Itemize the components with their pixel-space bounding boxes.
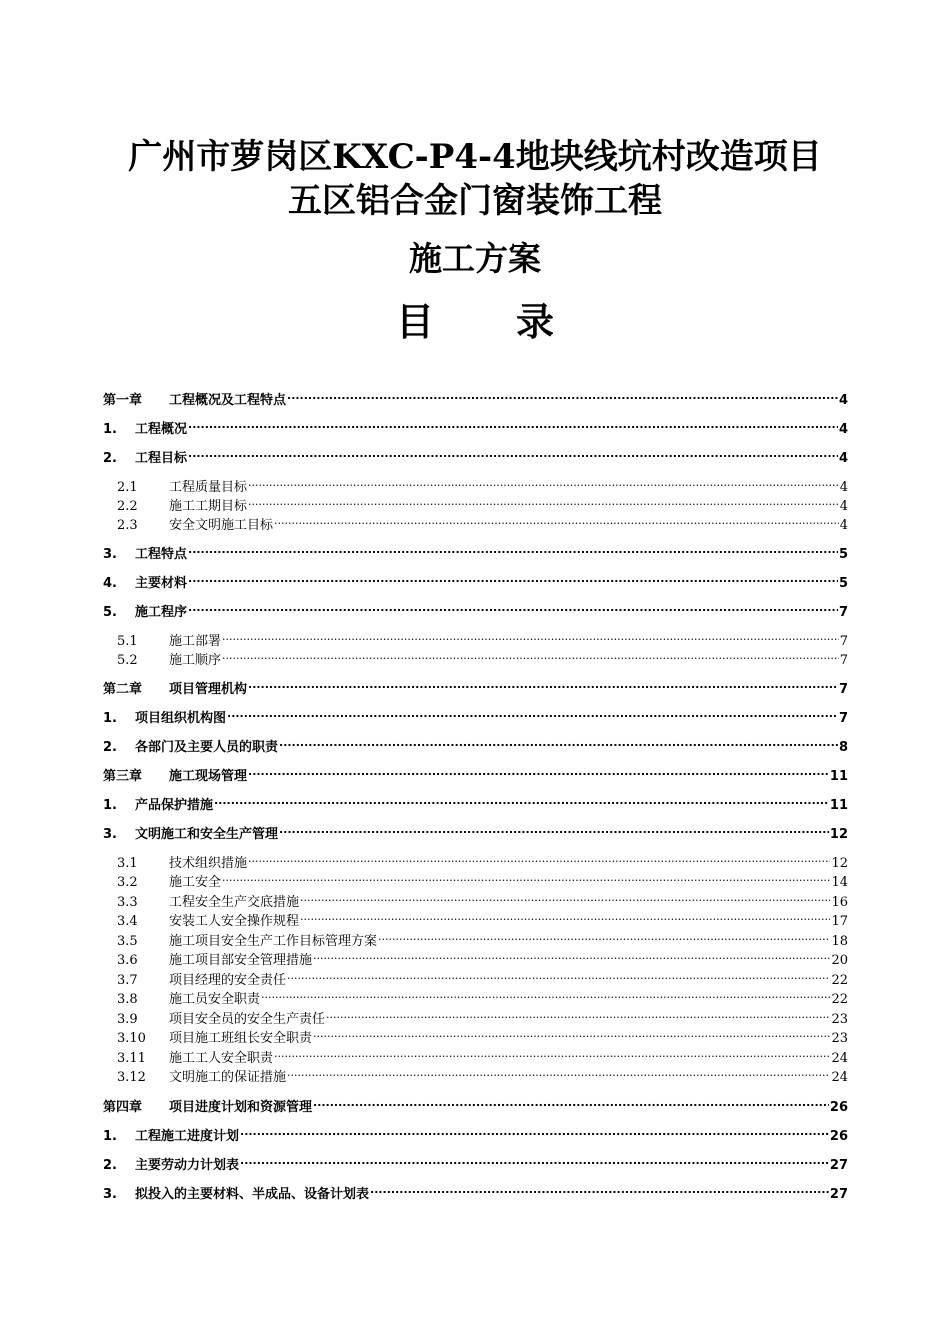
toc-entry-number: 3. — [103, 1187, 117, 1202]
toc-entry-number: 2.3 — [117, 518, 138, 533]
toc-entry-page: 7 — [839, 634, 848, 649]
toc-entry[interactable] — [103, 604, 848, 622]
toc-entry-page: 27 — [829, 1158, 848, 1173]
toc-entry-label: 项目安全员的安全生产责任 — [169, 1012, 326, 1027]
toc-entry-label: 施工顺序 — [169, 653, 222, 668]
toc-entry-number: 3. — [103, 827, 117, 842]
toc-entry-page: 7 — [838, 605, 848, 620]
toc-entry-label: 拟投入的主要材料、半成品、设备计划表 — [135, 1187, 370, 1202]
toc-entry-page: 24 — [831, 1070, 848, 1085]
toc-entry[interactable] — [103, 826, 848, 844]
toc-leader-dots — [188, 421, 838, 433]
toc-entry-page: 4 — [838, 451, 848, 466]
toc-subentry[interactable] — [103, 517, 848, 535]
toc-entry-label: 工程安全生产交底措施 — [169, 895, 300, 910]
document-subtitle: 施工方案 — [409, 239, 541, 278]
toc-entry-page: 27 — [829, 1187, 848, 1202]
toc-entry-label: 安装工人安全操作规程 — [169, 914, 300, 929]
toc-leader-dots — [274, 1050, 830, 1062]
toc-entry-page: 11 — [829, 798, 848, 813]
toc-entry-page: 17 — [831, 914, 848, 929]
toc-entry-page: 16 — [831, 895, 848, 910]
toc-entry-number: 1. — [103, 798, 117, 813]
toc-entry-page: 26 — [829, 1100, 848, 1115]
toc-entry[interactable] — [103, 710, 848, 728]
toc-leader-dots — [248, 498, 839, 510]
toc-leader-dots — [313, 1099, 829, 1111]
toc-entry-label: 产品保护措施 — [135, 798, 214, 813]
toc-leader-dots — [214, 797, 829, 809]
toc-entry[interactable] — [103, 768, 848, 786]
toc-entry-number: 3.1 — [117, 856, 138, 871]
toc-subentry[interactable] — [103, 1030, 848, 1048]
toc-subentry[interactable] — [103, 1069, 848, 1087]
toc-entry-number: 5.2 — [117, 653, 138, 668]
toc-leader-dots — [222, 652, 839, 664]
toc-entry-label: 工程目标 — [135, 451, 188, 466]
toc-entry-label: 项目管理机构 — [169, 682, 248, 697]
toc-leader-dots — [300, 894, 830, 906]
toc-entry-page: 4 — [839, 480, 848, 495]
toc-entry-label: 施工安全 — [169, 875, 222, 890]
toc-entry[interactable] — [103, 450, 848, 468]
toc-entry-page: 12 — [831, 856, 848, 871]
toc-entry[interactable] — [103, 739, 848, 757]
toc-entry-label: 施工工人安全职责 — [169, 1051, 274, 1066]
toc-entry-page: 4 — [838, 393, 848, 408]
toc-entry[interactable] — [103, 681, 848, 699]
toc-subentry[interactable] — [103, 952, 848, 970]
toc-entry-number: 2.2 — [117, 499, 138, 514]
toc-entry-page: 12 — [829, 827, 848, 842]
toc-entry-label: 文明施工和安全生产管理 — [135, 827, 279, 842]
toc-entry[interactable] — [103, 1157, 848, 1175]
toc-entry[interactable] — [103, 392, 848, 410]
toc-entry-number: 1. — [103, 711, 117, 726]
toc-entry-label: 工程施工进度计划 — [135, 1129, 240, 1144]
toc-leader-dots — [287, 1069, 830, 1081]
toc-entry-label: 主要材料 — [135, 576, 188, 591]
toc-entry[interactable] — [103, 1128, 848, 1146]
toc-leader-dots — [326, 1011, 830, 1023]
toc-subentry[interactable] — [103, 991, 848, 1009]
toc-entry-page: 7 — [838, 682, 848, 697]
toc-entry-page: 24 — [831, 1051, 848, 1066]
toc-entry-number: 3. — [103, 547, 117, 562]
toc-entry-label: 项目经理的安全责任 — [169, 973, 287, 988]
toc-entry-page: 7 — [838, 711, 848, 726]
toc-entry-number: 3.5 — [117, 934, 138, 949]
toc-entry[interactable] — [103, 797, 848, 815]
toc-entry-number: 5.1 — [117, 634, 138, 649]
toc-leader-dots — [279, 739, 838, 751]
toc-entry-label: 文明施工的保证措施 — [169, 1070, 287, 1085]
toc-entry-page: 8 — [838, 740, 848, 755]
toc-entry-page: 4 — [839, 518, 848, 533]
toc-leader-dots — [188, 450, 838, 462]
toc-entry-number: 3.12 — [117, 1070, 146, 1085]
toc-leader-dots — [222, 874, 830, 886]
toc-entry-number: 2.1 — [117, 480, 138, 495]
toc-entry-label: 项目进度计划和资源管理 — [169, 1100, 313, 1115]
toc-heading-char1: 目 — [395, 299, 434, 344]
toc-leader-dots — [240, 1157, 829, 1169]
toc-entry-number: 第四章 — [103, 1100, 143, 1115]
toc-entry-label: 技术组织措施 — [169, 856, 248, 871]
toc-leader-dots — [240, 1128, 829, 1140]
toc-entry-label: 施工项目安全生产工作目标管理方案 — [169, 934, 378, 949]
toc-entry-number: 3.6 — [117, 953, 138, 968]
toc-entry-page: 11 — [829, 769, 848, 784]
toc-entry-page: 26 — [829, 1129, 848, 1144]
toc-heading — [0, 300, 950, 344]
toc-entry-number: 2. — [103, 740, 117, 755]
document-title-line2: 五区铝合金门窗装饰工程 — [288, 181, 662, 221]
toc-leader-dots — [188, 604, 838, 616]
toc-entry-number: 1. — [103, 422, 117, 437]
toc-entry-label: 工程概况及工程特点 — [169, 393, 287, 408]
toc-entry-page: 20 — [831, 953, 848, 968]
toc-entry[interactable] — [103, 1186, 848, 1204]
toc-leader-dots — [188, 546, 838, 558]
toc-leader-dots — [287, 972, 830, 984]
toc-entry-label: 施工工期目标 — [169, 499, 248, 514]
toc-entry-page: 4 — [839, 499, 848, 514]
toc-entry-label: 施工部署 — [169, 634, 222, 649]
toc-entry-number: 4. — [103, 576, 117, 591]
toc-entry-number: 3.7 — [117, 973, 138, 988]
toc-subentry[interactable] — [103, 1050, 848, 1068]
toc-leader-dots — [188, 575, 838, 587]
toc-subentry[interactable] — [103, 913, 848, 931]
toc-entry-number: 3.3 — [117, 895, 138, 910]
toc-entry[interactable] — [103, 1099, 848, 1117]
toc-subentry[interactable] — [103, 633, 848, 651]
toc-subentry[interactable] — [103, 652, 848, 670]
toc-entry-number: 第三章 — [103, 769, 143, 784]
toc-leader-dots — [222, 633, 839, 645]
toc-entry-page: 22 — [831, 973, 848, 988]
toc-entry-label: 项目施工班组长安全职责 — [169, 1031, 313, 1046]
toc-entry-number: 第一章 — [103, 393, 143, 408]
toc-entry-number: 5. — [103, 605, 117, 620]
toc-subentry[interactable] — [103, 874, 848, 892]
toc-leader-dots — [370, 1186, 829, 1198]
toc-entry-number: 3.11 — [117, 1051, 146, 1066]
toc-leader-dots — [261, 991, 830, 1003]
toc-leader-dots — [313, 1030, 830, 1042]
toc-leader-dots — [313, 952, 830, 964]
toc-leader-dots — [279, 826, 829, 838]
document-title-line1: 广州市萝岗区KXC-P4-4地块线坑村改造项目 — [128, 137, 822, 177]
toc-entry-number: 2. — [103, 451, 117, 466]
toc-leader-dots — [248, 768, 829, 780]
toc-entry-number: 3.10 — [117, 1031, 146, 1046]
toc-entry-label: 各部门及主要人员的职责 — [135, 740, 279, 755]
toc-entry-number: 3.8 — [117, 992, 138, 1007]
toc-entry-page: 5 — [838, 576, 848, 591]
toc-entry-page: 22 — [831, 992, 848, 1007]
toc-entry[interactable] — [103, 421, 848, 439]
toc-entry-page: 14 — [831, 875, 848, 890]
toc-leader-dots — [287, 392, 838, 404]
toc-entry-number: 3.9 — [117, 1012, 138, 1027]
toc-entry-page: 23 — [831, 1012, 848, 1027]
toc-heading-char2: 录 — [516, 299, 555, 344]
toc-subentry[interactable] — [103, 855, 848, 873]
toc-entry-label: 安全文明施工目标 — [169, 518, 274, 533]
toc-entry-page: 5 — [838, 547, 848, 562]
toc-leader-dots — [248, 479, 839, 491]
toc-entry-label: 施工项目部安全管理措施 — [169, 953, 313, 968]
toc-leader-dots — [227, 710, 838, 722]
toc-entry-number: 3.4 — [117, 914, 138, 929]
toc-entry-label: 施工现场管理 — [169, 769, 248, 784]
toc-entry-label: 工程质量目标 — [169, 480, 248, 495]
toc-entry-label: 项目组织机构图 — [135, 711, 227, 726]
toc-entry-label: 主要劳动力计划表 — [135, 1158, 240, 1173]
toc-entry-number: 3.2 — [117, 875, 138, 890]
toc-entry-label: 工程概况 — [135, 422, 188, 437]
toc-leader-dots — [248, 681, 838, 693]
toc-leader-dots — [378, 933, 830, 945]
toc-subentry[interactable] — [103, 894, 848, 912]
toc-entry[interactable] — [103, 575, 848, 593]
toc-entry[interactable] — [103, 546, 848, 564]
toc-entry-number: 2. — [103, 1158, 117, 1173]
toc-leader-dots — [248, 855, 830, 867]
toc-subentry[interactable] — [103, 1011, 848, 1029]
toc-entry-label: 施工员安全职责 — [169, 992, 261, 1007]
toc-entry-number: 第二章 — [103, 682, 143, 697]
toc-leader-dots — [274, 517, 839, 529]
toc-entry-label: 工程特点 — [135, 547, 188, 562]
toc-subentry[interactable] — [103, 933, 848, 951]
toc-entry-number: 1. — [103, 1129, 117, 1144]
toc-subentry[interactable] — [103, 972, 848, 990]
toc-leader-dots — [300, 913, 830, 925]
toc-entry-page: 23 — [831, 1031, 848, 1046]
toc-entry-label: 施工程序 — [135, 605, 188, 620]
toc-subentry[interactable] — [103, 498, 848, 516]
toc-entry-page: 4 — [838, 422, 848, 437]
toc-subentry[interactable] — [103, 479, 848, 497]
toc-entry-page: 18 — [831, 934, 848, 949]
toc-entry-page: 7 — [839, 653, 848, 668]
